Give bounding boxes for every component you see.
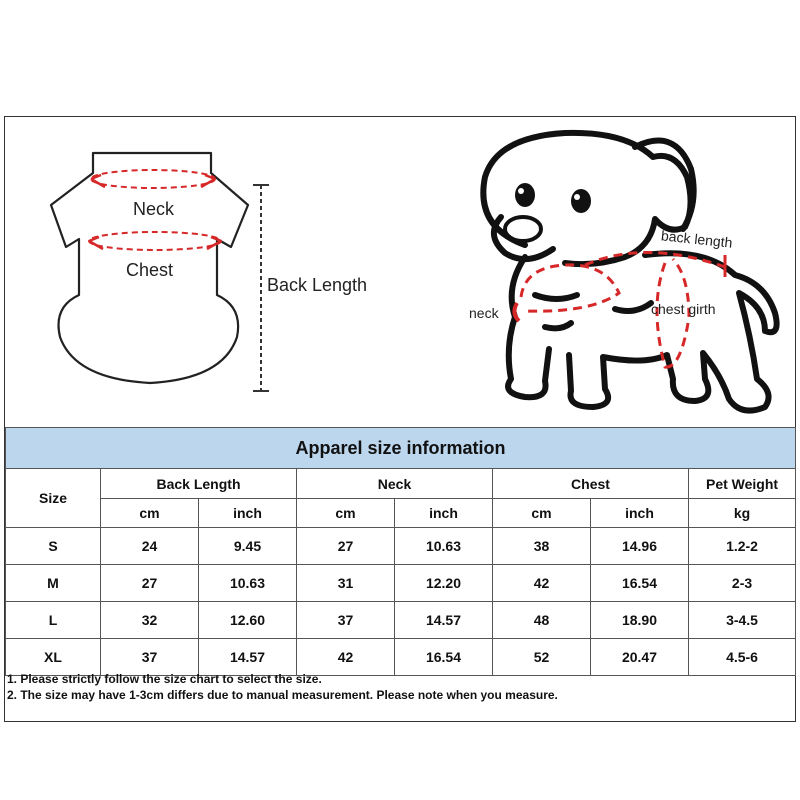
table-cell: 52 [493, 639, 591, 676]
shirt-neck-label: Neck [133, 199, 175, 219]
table-cell: 3-4.5 [689, 602, 796, 639]
dog-body-outline [508, 253, 777, 410]
unit-header: kg [689, 499, 796, 528]
unit-header: cm [297, 499, 395, 528]
size-cell: XL [6, 639, 101, 676]
table-cell: 18.90 [591, 602, 689, 639]
shirt-diagram [5, 117, 405, 427]
back-length-header: Back Length [101, 469, 297, 499]
unit-header: cm [101, 499, 199, 528]
size-cell: M [6, 565, 101, 602]
table-cell: 14.57 [395, 602, 493, 639]
table-cell: 12.20 [395, 565, 493, 602]
table-cell: 2-3 [689, 565, 796, 602]
table-cell: 9.45 [199, 528, 297, 565]
unit-header: cm [493, 499, 591, 528]
table-cell: 31 [297, 565, 395, 602]
note-2: 2. The size may have 1-3cm differs due to manual measurement. Please note when you measure. [7, 688, 558, 702]
table-cell: 14.96 [591, 528, 689, 565]
pet-weight-header: Pet Weight [689, 469, 796, 499]
table-row [6, 602, 796, 639]
dog-eye-right [571, 189, 591, 213]
dog-back-length-measure [585, 252, 725, 267]
dog-neck-measure [521, 265, 619, 311]
table-cell: 48 [493, 602, 591, 639]
table-cell: 27 [297, 528, 395, 565]
dog-neck-label: neck [469, 305, 499, 321]
table-cell: 20.47 [591, 639, 689, 676]
size-table [5, 427, 796, 676]
table-cell: 24 [101, 528, 199, 565]
notes [7, 671, 558, 703]
table-cell: 14.57 [199, 639, 297, 676]
size-cell: L [6, 602, 101, 639]
table-title: Apparel size information [6, 428, 796, 469]
table-cell: 37 [101, 639, 199, 676]
table-row [6, 565, 796, 602]
unit-header: inch [395, 499, 493, 528]
unit-header: inch [199, 499, 297, 528]
unit-header: inch [591, 499, 689, 528]
dog-back-length-label: back length [660, 227, 734, 251]
table-cell: 10.63 [395, 528, 493, 565]
neck-measure [91, 170, 215, 188]
shirt-back-length-label: Back Length [267, 275, 368, 295]
table-cell: 37 [297, 602, 395, 639]
table-cell: 1.2-2 [689, 528, 796, 565]
neck-header: Neck [297, 469, 493, 499]
table-cell: 12.60 [199, 602, 297, 639]
dog-head-outline [483, 133, 690, 264]
dog-ear-outline [635, 141, 694, 229]
table-cell: 42 [493, 565, 591, 602]
dog-eye-left [515, 183, 535, 207]
table-cell: 16.54 [395, 639, 493, 676]
table-row [6, 528, 796, 565]
chest-measure [89, 232, 221, 250]
table-cell: 42 [297, 639, 395, 676]
table-cell: 16.54 [591, 565, 689, 602]
table-cell: 32 [101, 602, 199, 639]
dog-chest-girth-label: chest girth [651, 301, 716, 317]
shirt-chest-label: Chest [126, 260, 174, 280]
table-row [6, 639, 796, 676]
size-chart-card [4, 116, 796, 722]
table-cell: 27 [101, 565, 199, 602]
table-cell: 4.5-6 [689, 639, 796, 676]
size-header: Size [6, 469, 101, 528]
note-1: 1. Please strictly follow the size chart to select the size. [7, 672, 322, 686]
chest-header: Chest [493, 469, 689, 499]
table-cell: 38 [493, 528, 591, 565]
size-cell: S [6, 528, 101, 565]
illustration-area [5, 117, 795, 427]
table-cell: 10.63 [199, 565, 297, 602]
dog-nose [505, 217, 541, 241]
